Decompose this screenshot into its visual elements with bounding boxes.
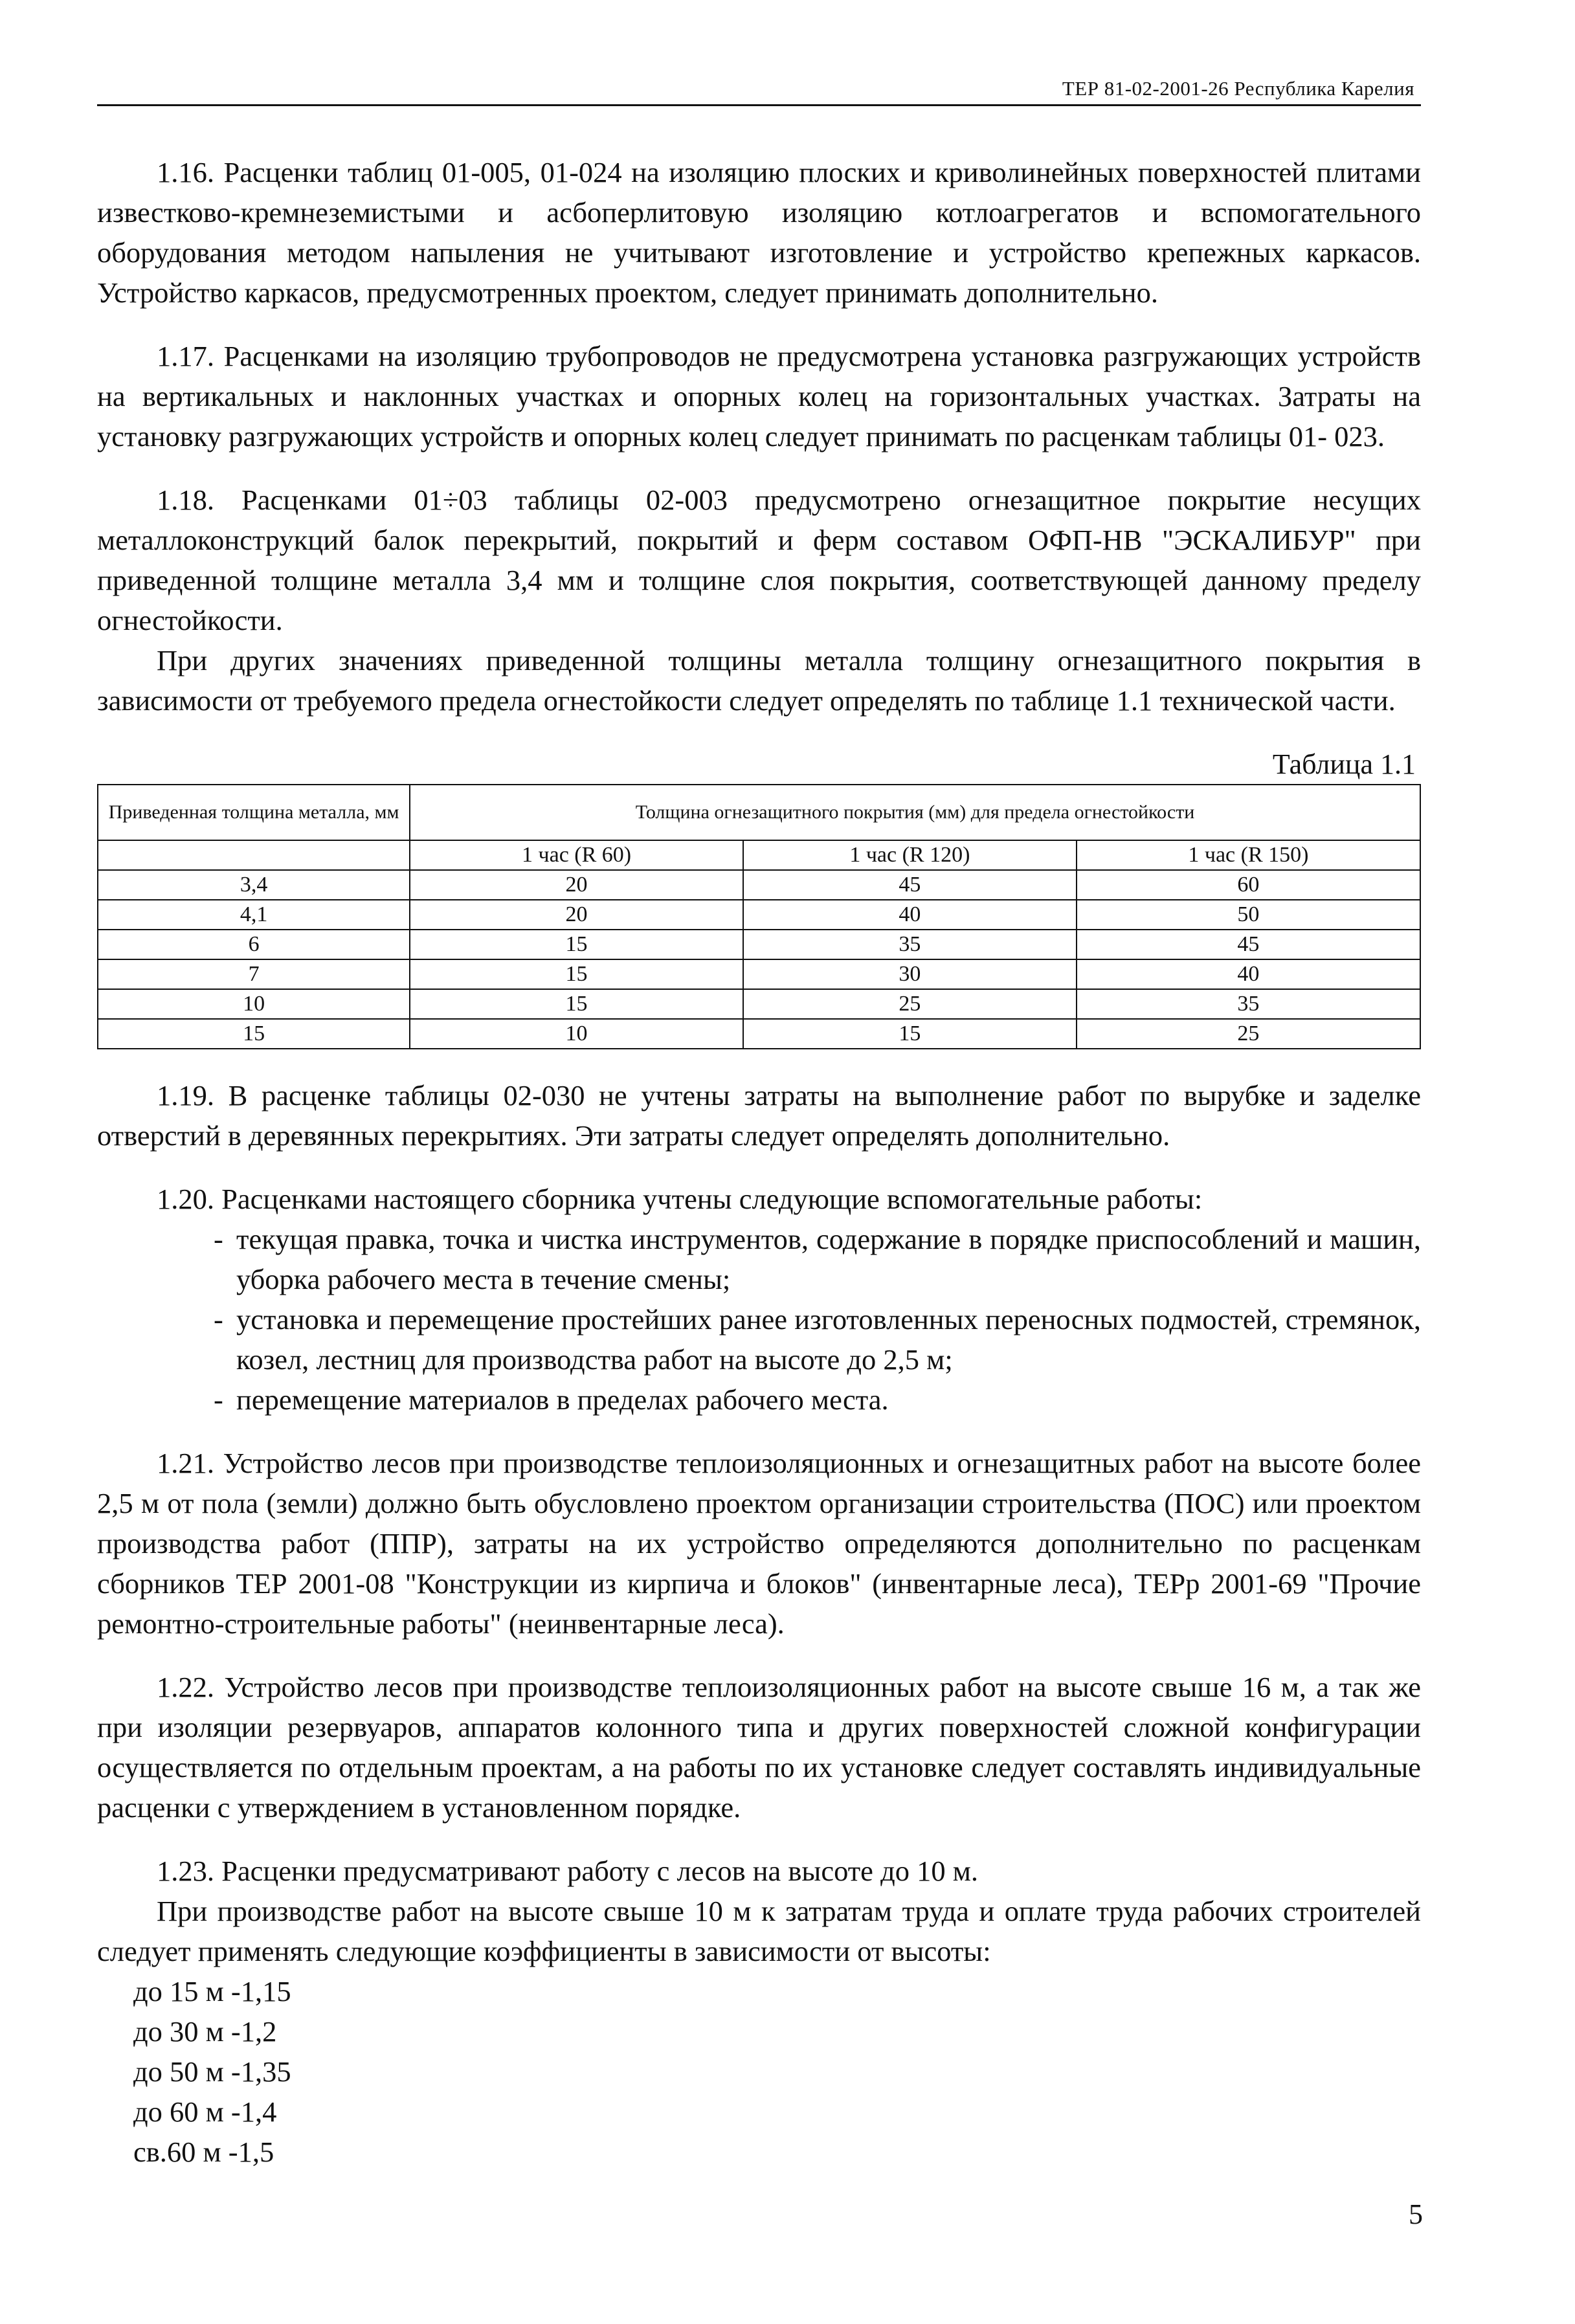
table-cell: 50 xyxy=(1077,900,1420,930)
table-cell: 4,1 xyxy=(98,900,410,930)
paragraph-1-23: 1.23. Расценки предусматривают работу с лесов на высоте до 10 м. xyxy=(157,1855,978,1887)
table-header-coating: Толщина огнезащитного покрытия (мм) для предела огнестойкости xyxy=(410,785,1420,840)
table-cell: 10 xyxy=(98,989,410,1019)
table-cell: 25 xyxy=(1077,1019,1420,1049)
list-dash: - xyxy=(214,1383,223,1416)
table-cell: 40 xyxy=(743,900,1077,930)
table-cell: 45 xyxy=(1077,930,1420,959)
table-header-thickness: Приведенная толщина металла, мм xyxy=(98,785,410,840)
document-body xyxy=(97,152,1421,2172)
table-cell: 20 xyxy=(410,900,743,930)
table-cell: 35 xyxy=(1077,989,1420,1019)
table-cell: 15 xyxy=(743,1019,1077,1049)
table-row xyxy=(98,989,1420,1019)
paragraph-1-16: 1.16. Расценки таблиц 01-005, 01-024 на изоляцию плоских и криволинейных поверхностей плитами известково-кремнеземистыми и асбоперлитовую изоляцию котлоагрегатов и вспомогательного оборудования методом напыления не учитывают изготовление и устройство крепежных каркасов. Устройство каркасов, предусмотренных проектом, следует принимать дополнительно. xyxy=(97,156,1421,309)
coefficient-item: до 30 м -1,2 xyxy=(133,2015,277,2048)
fire-protection-table xyxy=(97,784,1421,1049)
paragraph-1-23-continued: При производстве работ на высоте свыше 10 м к затратам труда и оплате труда рабочих строителей следует применять следующие коэффициенты в зависимости от высоты: xyxy=(97,1895,1421,1967)
table-cell: 30 xyxy=(743,959,1077,989)
table-cell: 7 xyxy=(98,959,410,989)
table-cell: 10 xyxy=(410,1019,743,1049)
paragraph-1-21: 1.21. Устройство лесов при производстве теплоизоляционных и огнезащитных работ на высоте более 2,5 м от пола (земли) должно быть обусловлено проектом организации строительства (ПОС) или проектом производства работ (ППР), затраты на их устройство определяются дополнительно по расценкам сборников ТЕР 2001-08 "Конструкции из кирпича и блоков" (инвентарные леса), ТЕРр 2001-69 "Прочие ремонтно-строительные работы" (неинвентарные леса). xyxy=(97,1447,1421,1640)
table-row xyxy=(98,1019,1420,1049)
table-cell: 45 xyxy=(743,870,1077,900)
table-cell: 25 xyxy=(743,989,1077,1019)
list-item xyxy=(97,1380,1421,1420)
table-cell: 20 xyxy=(410,870,743,900)
paragraph-1-19: 1.19. В расценке таблицы 02-030 не учтены затраты на выполнение работ по вырубке и заделке отверстий в деревянных перекрытиях. Эти затраты следует определять дополнительно. xyxy=(97,1079,1421,1152)
table-row xyxy=(98,930,1420,959)
table-row xyxy=(98,900,1420,930)
table-subheader-r120: 1 час (R 120) xyxy=(743,840,1077,870)
paragraph-1-20: 1.20. Расценками настоящего сборника учтены следующие вспомогательные работы: xyxy=(157,1183,1203,1215)
table-row xyxy=(98,870,1420,900)
table-caption: Таблица 1.1 xyxy=(1272,748,1416,780)
page-number: 5 xyxy=(1409,2198,1423,2230)
height-coefficients-list xyxy=(97,1971,1421,2172)
coefficient-item: св.60 м -1,5 xyxy=(133,2136,274,2168)
table-cell: 40 xyxy=(1077,959,1420,989)
table-cell: 60 xyxy=(1077,870,1420,900)
list-item xyxy=(97,1219,1421,1299)
paragraph-1-22: 1.22. Устройство лесов при производстве теплоизоляционных работ на высоте свыше 16 м, а так же при изоляции резервуаров, аппаратов колонного типа и других поверхностей сложной конфигурации осуществляется по отдельным проектам, а на работы по их установке следует составлять индивидуальные расценки с утверждением в установленном порядке. xyxy=(97,1671,1421,1824)
paragraph-1-18: 1.18. Расценками 01÷03 таблицы 02-003 предусмотрено огнезащитное покрытие несущих металлоконструкций балок перекрытий, покрытий и ферм составом ОФП-НВ "ЭСКАЛИБУР" при приведенной толщине металла 3,4 мм и толщине слоя покрытия, соответствующей данному пределу огнестойкости. xyxy=(97,484,1421,636)
table-cell: 15 xyxy=(410,959,743,989)
header-title: ТЕР 81-02-2001-26 Республика Карелия xyxy=(1062,77,1414,100)
table-subheader-r60: 1 час (R 60) xyxy=(410,840,743,870)
table-subheader-r150: 1 час (R 150) xyxy=(1077,840,1420,870)
auxiliary-works-list xyxy=(97,1219,1421,1420)
table-row xyxy=(98,959,1420,989)
list-item-text: перемещение материалов в пределах рабочего места. xyxy=(236,1383,889,1416)
list-dash: - xyxy=(214,1223,223,1255)
list-dash: - xyxy=(214,1303,223,1335)
paragraph-1-17: 1.17. Расценками на изоляцию трубопроводов не предусмотрена установка разгружающих устройств на вертикальных и наклонных участках и опорных колец на горизонтальных участках. Затраты на установку разгружающих устройств и опорных колец следует принимать по расценкам таблицы 01- 023. xyxy=(97,340,1421,453)
list-item xyxy=(97,1299,1421,1380)
coefficient-item: до 50 м -1,35 xyxy=(133,2055,291,2088)
table-cell: 35 xyxy=(743,930,1077,959)
table-subheader-empty xyxy=(98,840,410,870)
table-header-row xyxy=(98,785,1420,840)
table-cell: 6 xyxy=(98,930,410,959)
table-subheader-row xyxy=(98,840,1420,870)
list-item-text: установка и перемещение простейших ранее изготовленных переносных подмостей, стремянок, козел, лестниц для производства работ на высоте до 2,5 м; xyxy=(236,1303,1421,1376)
coefficient-item: до 60 м -1,4 xyxy=(133,2095,277,2128)
table-cell: 15 xyxy=(410,989,743,1019)
table-cell: 3,4 xyxy=(98,870,410,900)
list-item-text: текущая правка, точка и чистка инструментов, содержание в порядке приспособлений и машин, уборка рабочего места в течение смены; xyxy=(236,1223,1421,1295)
table-cell: 15 xyxy=(410,930,743,959)
paragraph-1-18-continued: При других значениях приведенной толщины металла толщину огнезащитного покрытия в зависимости от требуемого предела огнестойкости следует определять по таблице 1.1 технической части. xyxy=(97,644,1421,717)
table-cell: 15 xyxy=(98,1019,410,1049)
page-header xyxy=(97,70,1421,106)
coefficient-item: до 15 м -1,15 xyxy=(133,1975,291,2007)
